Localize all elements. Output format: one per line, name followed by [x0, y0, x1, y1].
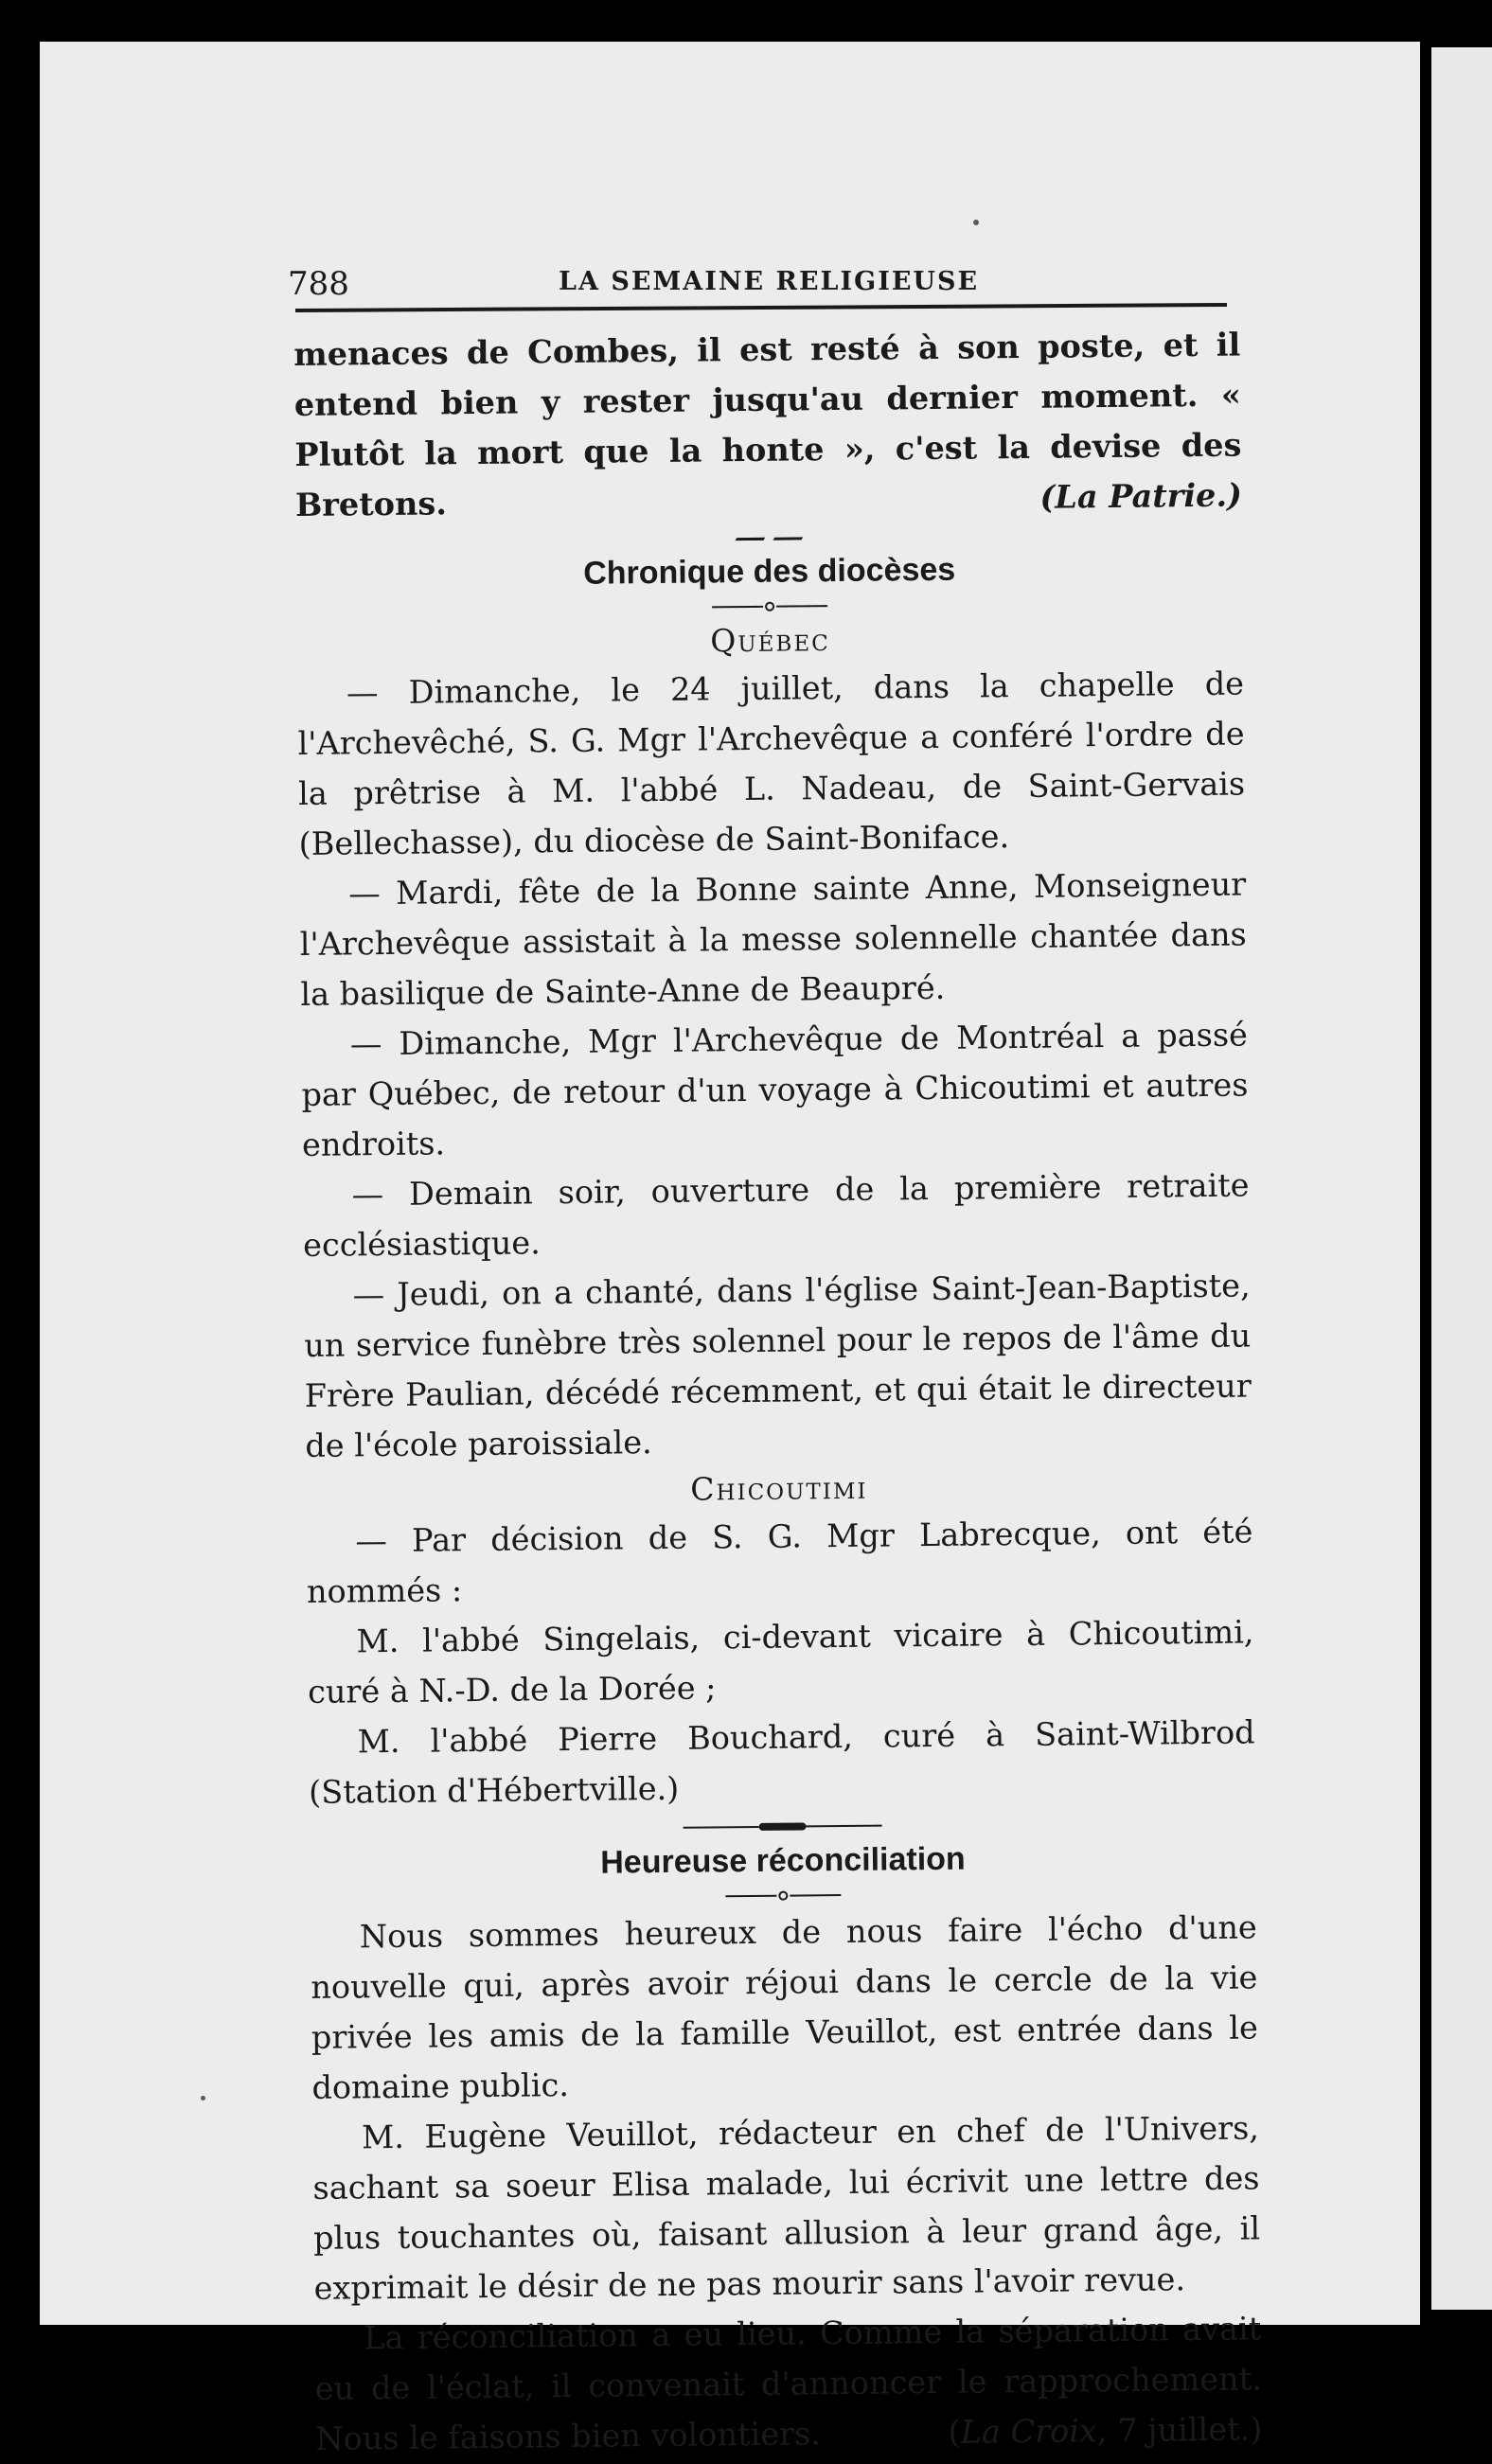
reconciliation-paragraph: M. Eugène Veuillot, rédacteur en chef de l'Univers, sachant sa soeur Elisa malade, lui écrivit une lettre des plus touchantes où, faisant allusion à leur grand âge, il exprimait le désir de ne pas mourir sans l'avoir revue.: [312, 2109, 1261, 2307]
chronique-heading: Chronique des diocèses: [583, 551, 956, 592]
reconciliation-heading: Heureuse réconciliation: [600, 1840, 966, 1881]
chicoutimi-paragraph: M. l'abbé Pierre Bouchard, curé à Saint-Wilbrod (Station d'Hébertville.): [308, 1713, 1255, 1811]
intro-paragraph: [293, 320, 1242, 530]
speck: [973, 220, 979, 225]
running-title: LA SEMAINE RELIGIEUSE: [559, 267, 980, 296]
quebec-paragraph: — Dimanche, Mgr l'Archevêque de Montréal a passé par Québec, de retour d'un voyage à Chicoutimi et autres endroits.: [301, 1016, 1249, 1163]
speck: [201, 2096, 205, 2101]
reconciliation-citation: (La Croix, 7 juillet.): [948, 2410, 1263, 2451]
reconciliation-paragraph: Nous sommes heureux de nous faire l'écho d'une nouvelle qui, après avoir réjoui dans le cercle de la vie privée les amis de la famille Veuillot, est entrée dans le domaine public.: [311, 1908, 1259, 2106]
quebec-paragraph: — Jeudi, on a chanté, dans l'église Saint-Jean-Baptiste, un service funèbre très solennel pour le repos de l'âme du Frère Paulian, décédé récemment, et qui était le directeur de l'école paroissiale.: [304, 1267, 1252, 1464]
page-header: [250, 265, 1225, 303]
chicoutimi-paragraph: M. l'abbé Singelais, ci-devant vicaire à Chicoutimi, curé à N.-D. de la Dorée ;: [307, 1613, 1254, 1711]
quebec-paragraph: — Dimanche, le 24 juillet, dans la chapelle de l'Archevêché, S. G. Mgr l'Archevêque a conféré l'ordre de la prêtrise à M. l'abbé L. Nadeau, de Saint-Gervais (Bellechasse), du diocèse de Saint-Boniface.: [297, 665, 1246, 862]
page-body: [293, 320, 1263, 2464]
reconciliation-paragraph: [314, 2303, 1263, 2463]
intro-citation: (La Patrie.): [1039, 476, 1243, 516]
section-quebec-title: Québec: [709, 621, 830, 660]
reconciliation-text: La réconciliation a eu lieu. Comme la séparation avait eu de l'éclat, il convenait d'annoncer le rapprochement. Nous le faisons bien volontiers.: [314, 2310, 1262, 2457]
section-chicoutimi-title: Chicoutimi: [689, 1468, 868, 1508]
page-number: 788: [288, 265, 349, 303]
quebec-paragraph: — Demain soir, ouverture de la première retraite ecclésiastique.: [302, 1166, 1250, 1264]
quebec-paragraph: — Mardi, fête de la Bonne sainte Anne, Monseigneur l'Archevêque assistait à la messe solennelle chantée dans la basilique de Sainte-Anne de Beaupré.: [299, 865, 1247, 1013]
chicoutimi-paragraph: — Par décision de S. G. Mgr Labrecque, ont été nommés :: [306, 1513, 1253, 1610]
adjacent-page-edge: [1431, 47, 1492, 2310]
intro-text: menaces de Combes, il est resté à son poste, et il entend bien y rester jusqu'au dernier moment. « Plutôt la mort que la honte », c'est la devise des Bretons.: [293, 326, 1242, 523]
